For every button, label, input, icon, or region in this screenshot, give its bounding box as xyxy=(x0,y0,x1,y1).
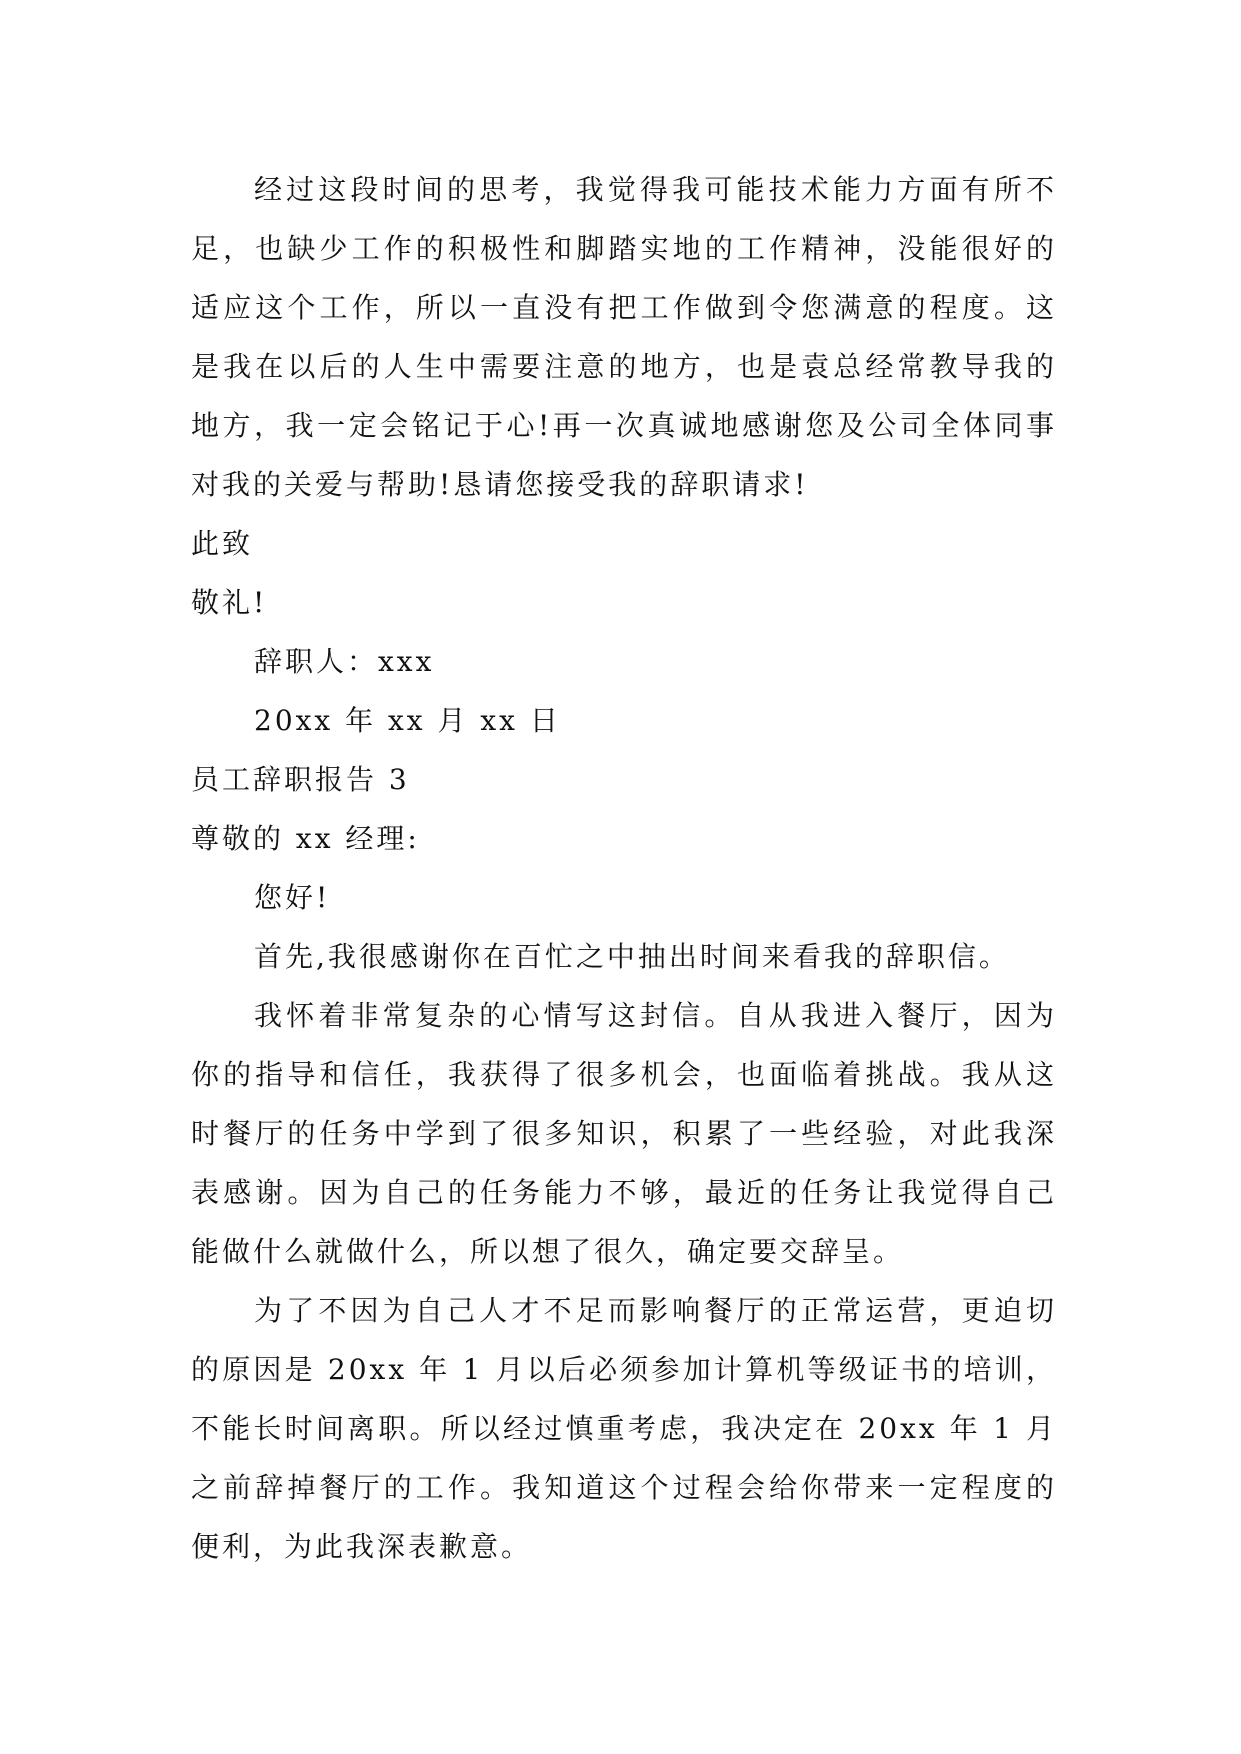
body-paragraph: 首先,我很感谢你在百忙之中抽出时间来看我的辞职信。 xyxy=(254,940,1010,973)
body-paragraph: 为了不因为自己人才不足而影响餐厅的正常运营，更迫切的原因是 20xx 年 1 月以后必须参加计算机等级证书的培训，不能长时间离职。所以经过慎重考虑，我决定在 20xx 年 1 月之前辞掉餐厅的工作。我知道这个过程会给你带来一定程度的便利，为此我深表歉意。 xyxy=(191,1294,1057,1563)
closing-line: 此致 xyxy=(191,527,254,560)
closing-salute: 敬礼! xyxy=(191,586,268,619)
section-title: 员工辞职报告 3 xyxy=(191,763,410,796)
body-paragraph: 我怀着非常复杂的心情写这封信。自从我进入餐厅，因为你的指导和信任，我获得了很多机会，也面临着挑战。我从这时餐厅的任务中学到了很多知识，积累了一些经验，对此我深表感谢。因为自己的任务能力不够，最近的任务让我觉得自己能做什么就做什么，所以想了很久，确定要交辞呈。 xyxy=(191,999,1057,1268)
signature-line: 辞职人：xxx xyxy=(254,645,435,678)
salutation: 尊敬的 xx 经理: xyxy=(191,822,420,855)
date-line: 20xx 年 xx 月 xx 日 xyxy=(254,704,561,737)
body-paragraph: 经过这段时间的思考，我觉得我可能技术能力方面有所不足，也缺少工作的积极性和脚踏实地的工作精神，没能很好的适应这个工作，所以一直没有把工作做到令您满意的程度。这是我在以后的人生中需要注意的地方，也是袁总经常教导我的地方，我一定会铭记于心!再一次真诚地感谢您及公司全体同事对我的关爱与帮助!恳请您接受我的辞职请求! xyxy=(191,173,1057,501)
greeting: 您好! xyxy=(254,881,331,914)
document-page xyxy=(191,160,1057,1576)
